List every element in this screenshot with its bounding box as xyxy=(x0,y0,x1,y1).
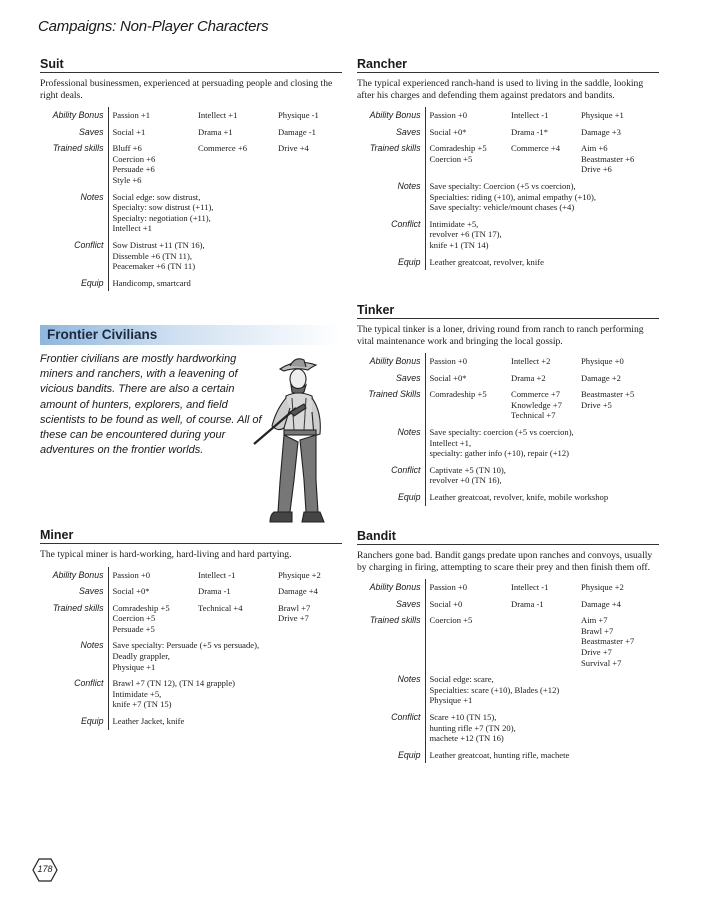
miner-section xyxy=(40,528,342,730)
label-notes: Notes xyxy=(357,424,425,462)
civilians-text: Frontier civilians are mostly hardworking miners and ranchers, with a leavening of vicious bandits. There are also a certain amount of hunters, explorers, and field scientists to be found as well, of course. All of these can be encountered during your adventures on the frontier worlds. xyxy=(40,353,262,457)
section-description: The typical miner is hard-working, hard-living and hard partying. xyxy=(40,549,292,560)
save-damage: Damage -1 xyxy=(278,126,316,137)
ability-passion: Passion +0 xyxy=(429,356,468,366)
trained-col-2: Commerce +7 Knowledge +7 Technical +7 xyxy=(511,389,562,421)
label-notes: Notes xyxy=(40,637,108,675)
page-number-text: 178 xyxy=(37,864,53,874)
section-description: Ranchers gone bad. Bandit gangs predate upon ranches and convoys, usually by charging in firing, attempting to scare their prey and then finish them off. xyxy=(357,550,653,573)
conflict: Scare +10 (TN 15), hunting rifle +7 (TN 20), machete +12 (TN 16) xyxy=(429,711,516,744)
label-equip: Equip xyxy=(357,747,425,764)
save-damage: Damage +4 xyxy=(581,598,621,609)
label-notes: Notes xyxy=(357,671,425,709)
label-conflict: Conflict xyxy=(357,709,425,747)
ability-passion: Passion +0 xyxy=(112,569,151,580)
save-social: Social +0* xyxy=(429,372,467,383)
save-social: Social +1 xyxy=(112,126,146,137)
stat-block xyxy=(357,107,659,270)
label-ability: Ability Bonus xyxy=(357,353,425,370)
trained-col-3: Aim +7 Brawl +7 Beastmaster +7 Drive +7 Survival +7 xyxy=(581,615,635,668)
section-title: Tinker xyxy=(357,303,659,319)
label-trained: Trained skills xyxy=(357,612,425,671)
ability-physique: Physique +0 xyxy=(581,356,624,366)
label-ability: Ability Bonus xyxy=(357,579,425,596)
label-conflict: Conflict xyxy=(357,462,425,489)
label-saves: Saves xyxy=(357,124,425,141)
section-title: Rancher xyxy=(357,57,659,73)
label-saves: Saves xyxy=(357,370,425,387)
conflict: Intimidate +5, revolver +6 (TN 17), knife +1 (TN 14) xyxy=(429,218,502,250)
suit-section xyxy=(40,57,342,291)
ability-physique: Physique +1 xyxy=(581,110,624,120)
save-social: Social +0* xyxy=(112,586,150,597)
equip: Leather greatcoat, revolver, knife xyxy=(429,256,544,267)
bandit-section xyxy=(357,529,659,763)
save-drama: Drama -1 xyxy=(511,598,544,609)
label-conflict: Conflict xyxy=(357,216,425,254)
section-description: The typical tinker is a loner, driving round from ranch to ranch performing vital maintenance work and bringing the local gossip. xyxy=(357,324,644,347)
save-social: Social +0 xyxy=(429,598,463,609)
ability-intellect: Intellect +2 xyxy=(511,356,551,366)
save-drama: Drama +1 xyxy=(198,126,233,137)
save-damage: Damage +2 xyxy=(581,372,621,383)
trained-col-1: Coercion +5 xyxy=(429,615,473,626)
ability-passion: Passion +1 xyxy=(112,110,151,120)
trained-col-3: Drive +4 xyxy=(278,143,309,154)
trained-col-1: Comradeship +5 Coercion +5 Persuade +5 xyxy=(112,602,170,634)
equip: Leather Jacket, knife xyxy=(112,716,185,727)
section-title: Bandit xyxy=(357,529,659,545)
label-trained: Trained Skills xyxy=(357,386,425,424)
label-saves: Saves xyxy=(40,124,108,141)
trained-col-3: Brawl +7 Drive +7 xyxy=(278,602,311,624)
save-damage: Damage +4 xyxy=(278,586,318,597)
section-title: Suit xyxy=(40,57,342,73)
trained-col-1: Bluff +6 Coercion +6 Persuade +6 Style +6 xyxy=(112,143,156,185)
stat-block xyxy=(40,107,342,291)
label-ability: Ability Bonus xyxy=(40,567,108,584)
ability-passion: Passion +0 xyxy=(429,110,468,120)
save-drama: Drama -1* xyxy=(511,126,548,137)
save-drama: Drama +2 xyxy=(511,372,546,383)
ability-intellect: Intellect -1 xyxy=(198,569,236,580)
notes: Save specialty: coercion (+5 vs coercion), Intellect +1, specialty: gather info (+10), repair (+12) xyxy=(429,426,574,459)
equip: Leather greatcoat, revolver, knife, mobile workshop xyxy=(429,491,609,502)
page-number xyxy=(32,858,58,882)
stat-block xyxy=(357,353,659,506)
ability-intellect: Intellect +1 xyxy=(198,110,238,120)
ability-physique: Physique -1 xyxy=(278,110,319,120)
ability-intellect: Intellect -1 xyxy=(511,110,549,120)
trained-col-3: Aim +6 Beastmaster +6 Drive +6 xyxy=(581,143,635,175)
trained-col-2: Commerce +6 xyxy=(198,143,247,154)
equip: Handicomp, smartcard xyxy=(112,277,191,288)
save-social: Social +0* xyxy=(429,126,467,137)
label-saves: Saves xyxy=(40,583,108,600)
notes: Save specialty: Coercion (+5 vs coercion), Specialties: riding (+10), animal empathy (+10), Save specialty: vehicle/mount chases (+4) xyxy=(429,180,596,213)
label-conflict: Conflict xyxy=(40,237,108,275)
label-equip: Equip xyxy=(40,713,108,730)
notes: Save specialty: Persuade (+5 vs persuade), Deadly grappler, Physique +1 xyxy=(112,640,260,672)
label-ability: Ability Bonus xyxy=(357,107,425,124)
label-notes: Notes xyxy=(40,189,108,237)
section-description: Professional businessmen, experienced at persuading people and closing the right deals. xyxy=(40,78,333,101)
section-description: The typical experienced ranch-hand is used to living in the saddle, looking after his charges and defending them against predators and bandits. xyxy=(357,78,644,101)
label-trained: Trained skills xyxy=(40,600,108,638)
label-trained: Trained skills xyxy=(357,140,425,178)
trained-col-1: Comradeship +5 Coercion +5 xyxy=(429,143,487,164)
conflict: Brawl +7 (TN 12), (TN 14 grapple) Intimidate +5, knife +7 (TN 15) xyxy=(112,678,235,710)
conflict: Captivate +5 (TN 10), revolver +0 (TN 16), xyxy=(429,464,506,486)
save-drama: Drama -1 xyxy=(198,586,231,597)
conflict: Sow Distrust +11 (TN 16), Dissemble +6 (TN 11), Peacemaker +6 (TN 11) xyxy=(112,239,205,272)
civilian-illustration xyxy=(250,352,342,530)
label-saves: Saves xyxy=(357,596,425,613)
equip: Leather greatcoat, hunting rifle, machete xyxy=(429,749,570,760)
label-equip: Equip xyxy=(40,275,108,292)
trained-col-3: Beastmaster +5 Drive +5 xyxy=(581,389,635,410)
section-title: Miner xyxy=(40,528,342,544)
label-conflict: Conflict xyxy=(40,675,108,713)
ability-intellect: Intellect -1 xyxy=(511,582,549,592)
label-trained: Trained skills xyxy=(40,140,108,188)
stat-block xyxy=(40,567,342,730)
trained-col-1: Comradeship +5 xyxy=(429,389,487,400)
notes: Social edge: sow distrust, Specialty: sow distrust (+11), Specialty: negotiation (+11), Intellect +1 xyxy=(112,191,214,234)
stat-block xyxy=(357,579,659,763)
trained-col-2: Commerce +4 xyxy=(511,143,560,154)
rancher-section xyxy=(357,57,659,270)
save-damage: Damage +3 xyxy=(581,126,621,137)
label-ability: Ability Bonus xyxy=(40,107,108,124)
tinker-section xyxy=(357,303,659,506)
label-equip: Equip xyxy=(357,489,425,506)
trained-col-2 xyxy=(507,612,577,671)
ability-passion: Passion +0 xyxy=(429,582,468,592)
ability-physique: Physique +2 xyxy=(278,569,321,580)
civilians-title: Frontier Civilians xyxy=(47,327,158,342)
trained-col-2: Technical +4 xyxy=(198,602,243,613)
label-notes: Notes xyxy=(357,178,425,216)
ability-physique: Physique +2 xyxy=(581,582,624,592)
page-header: Campaigns: Non-Player Characters xyxy=(38,18,269,35)
notes: Social edge: scare, Specialties: scare (+10), Blades (+12) Physique +1 xyxy=(429,674,560,706)
label-equip: Equip xyxy=(357,254,425,271)
